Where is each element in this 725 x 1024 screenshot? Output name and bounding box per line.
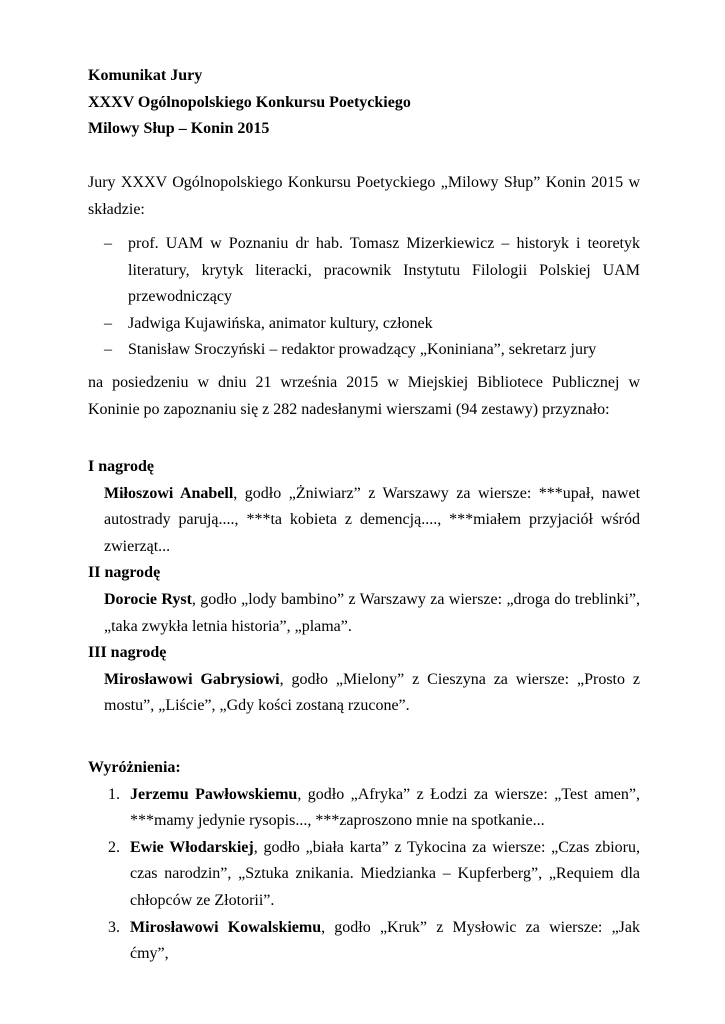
intro-paragraph: Jury XXXV Ogólnopolskiego Konkursu Poetyckiego „Milowy Słup” Konin 2015 w składzie: xyxy=(88,174,640,218)
prize-description xyxy=(88,667,640,720)
distinction-item xyxy=(88,782,640,835)
distinction-number: 3. xyxy=(108,918,120,936)
winner-name: Mirosławowi Kowalskiemu xyxy=(130,918,322,936)
jury-member-item xyxy=(88,337,640,364)
heading-line-2: XXXV Ogólnopolskiego Konkursu Poetyckiego xyxy=(88,93,411,111)
winner-name: Jerzemu Pawłowskiemu xyxy=(130,785,298,803)
jury-member-text: Stanisław Sroczyński – redaktor prowadzący „Koniniana”, sekretarz jury xyxy=(128,341,597,359)
dash-bullet: – xyxy=(104,314,112,332)
distinction-number: 1. xyxy=(108,785,120,803)
distinction-text: , godło „Kruk” z Mysłowic za wiersze: „Jak ćmy”, xyxy=(130,918,640,963)
prizes-section xyxy=(88,454,640,720)
distinction-item xyxy=(88,835,640,915)
prize-title: III nagrodę xyxy=(88,644,167,662)
heading-line-3: Milowy Słup – Konin 2015 xyxy=(88,120,270,138)
winner-name: Mirosławowi Gabrysiowi xyxy=(104,670,280,688)
prize-description xyxy=(88,481,640,561)
winner-name: Dorocie Ryst xyxy=(104,590,192,608)
prize-text: , godło „Mielony” z Cieszyna za wiersze: „Prosto z mostu”, „Liście”, „Gdy kości zostaną rzucone”. xyxy=(104,670,641,715)
jury-member-text: prof. UAM w Poznaniu dr hab. Tomasz Mizerkiewicz – historyk i teoretyk literatury, krytyk literacki, pracownik Instytutu Filologii Polskiej UAM przewodniczący xyxy=(128,235,640,306)
document-heading xyxy=(88,63,640,143)
winner-name: Miłoszowi Anabell xyxy=(104,484,234,502)
dash-bullet: – xyxy=(104,341,112,359)
prize-text: , godło „Żniwiarz” z Warszawy za wiersze: ***upał, nawet autostrady parują...., ***ta kobieta z demencją...., ***miałem przyjaciół wśród zwierząt... xyxy=(104,484,641,555)
distinctions-title: Wyróżnienia: xyxy=(88,759,181,776)
jury-member-text: Jadwiga Kujawińska, animator kultury, członek xyxy=(128,314,433,332)
winner-name: Ewie Włodarskiej xyxy=(130,838,254,856)
distinction-item xyxy=(88,915,640,968)
dash-bullet: – xyxy=(104,235,112,252)
prize-text: , godło „lody bambino” z Warszawy za wiersze: „droga do treblinki”, „taka zwykła letnia historia”, „plama”. xyxy=(104,590,640,635)
jury-member-item xyxy=(88,231,640,311)
jury-member-item xyxy=(88,311,640,338)
prize-title: II nagrodę xyxy=(88,564,161,582)
distinction-text: , godło „Afryka” z Łodzi za wiersze: „Test amen”, ***mamy jedynie rysopis..., ***zaproszono mnie na spotkanie... xyxy=(130,785,641,830)
prize-title: I nagrodę xyxy=(88,458,154,475)
distinctions-section xyxy=(88,755,640,968)
distinction-number: 2. xyxy=(108,838,120,856)
meeting-paragraph: na posiedzeniu w dniu 21 września 2015 w Miejskiej Bibliotece Publicznej w Koninie po zapoznaniu się z 282 nadesłanymi wierszami (94 zestawy) przyznało: xyxy=(88,374,640,418)
heading-line-1: Komunikat Jury xyxy=(88,67,203,84)
distinction-text: , godło „biała karta” z Tykocina za wiersze: „Czas zbioru, czas narodzin”, „Sztuka znikania. Miedzianka – Kupferberg”, „Requiem dla chłopców ze Złotorii”. xyxy=(130,838,641,909)
jury-members-list xyxy=(88,231,640,364)
prize-description xyxy=(88,587,640,640)
